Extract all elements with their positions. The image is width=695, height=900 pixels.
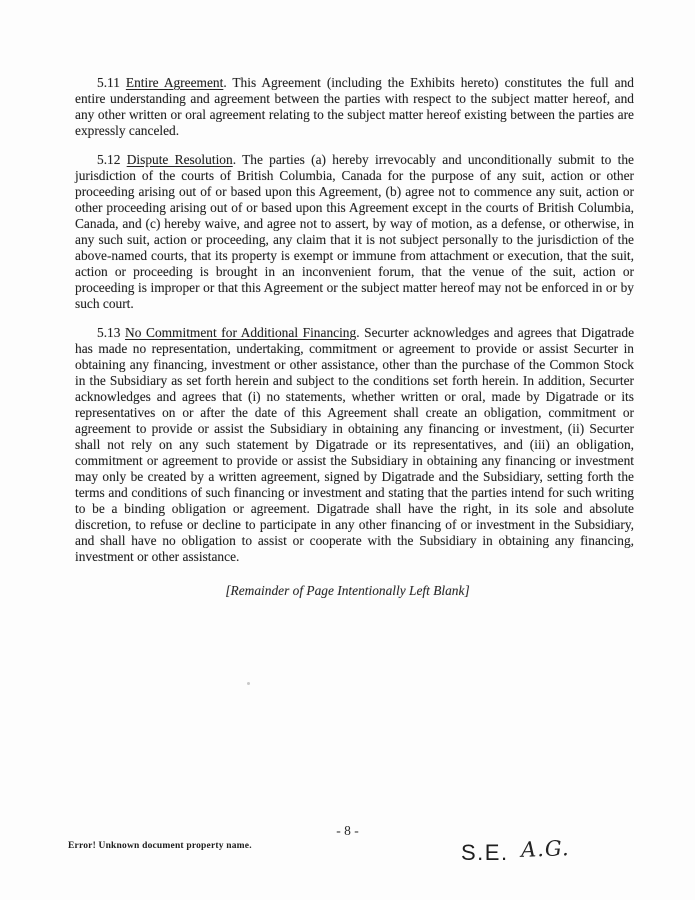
section-number: 5.12 <box>97 152 127 167</box>
section-body-text: . The parties (a) hereby irrevocably and unconditionally submit to the jurisdiction of the courts of British Columbia, Canada for the purpose of any suit, action or other proceeding arising out of or based upon this Agreement, (b) agree not to commence any suit, action or other proceeding arising out of or based upon this Agreement except in the courts of British Columbia, Canada, and (c) hereby waive, and agree not to assert, by way of motion, as a defense, or otherwise, in any such suit, action or proceeding, any claim that it is not subject personally to the jurisdiction of the above-named courts, that its property is exempt or immune from attachment or execution, that the suit, action or proceeding is brought in an inconvenient forum, that the venue of the suit, action or proceeding is improper or that this Agreement or the subject matter hereof may not be enforced in or by such court. <box>75 152 634 311</box>
section-5-13-paragraph <box>75 325 634 565</box>
page-number: - 8 - <box>336 823 359 838</box>
agreement-text-block <box>75 75 634 578</box>
section-number: 5.13 <box>97 325 126 340</box>
section-heading: Dispute Resolution <box>126 152 233 167</box>
section-number: 5.11 <box>97 75 126 90</box>
initials-ag-handwritten: A.G. <box>520 836 570 862</box>
section-heading: No Commitment for Additional Financing <box>125 325 357 340</box>
scan-artifact-speck <box>247 682 250 685</box>
section-5-11-paragraph <box>75 75 634 139</box>
section-body-text: . This Agreement (including the Exhibits hereto) constitutes the full and entire understanding and agreement between the parties with respect to the subject matter hereof, and any other written or oral agreement relating to the subject matter hereof existing between the parties are expressly canceled. <box>75 75 634 138</box>
initials-se: S.E. <box>461 840 509 865</box>
section-5-12-paragraph <box>75 152 634 312</box>
remainder-of-page-notice: [Remainder of Page Intentionally Left Blank] <box>225 583 470 598</box>
section-heading: Entire Agreement <box>125 75 224 90</box>
section-body-text: . Securter acknowledges and agrees that Digatrade has made no representation, undertaking, commitment or agreement to provide or assist Securter in obtaining any financing, investment or other assistance, other than the purchase of the Common Stock in the Subsidiary as set forth herein and subject to the conditions set forth herein. In addition, Securter acknowledges and agrees that (i) no statements, whether written or oral, made by Digatrade or its representatives on or after the date of this Agreement shall create an obligation, commitment or agreement to provide or assist the Subsidiary in obtaining any financing or investment, (ii) Securter shall not rely on any such statement by Digatrade or its representatives, and (iii) an obligation, commitment or agreement to provide or assist the Subsidiary in obtaining any financing or investment may only be created by a written agreement, signed by Digatrade and the Subsidiary, setting forth the terms and conditions of such financing or investment and stating that the parties intend for such writing to be a binding obligation or agreement. Digatrade shall have the right, in its sole and absolute discretion, to refuse or decline to participate in any other financing of or investment in the Subsidiary, and shall have no obligation to assist or cooperate with the Subsidiary in obtaining any financing, investment or other assistance. <box>75 325 635 564</box>
document-property-error-text: Error! Unknown document property name. <box>68 841 252 851</box>
